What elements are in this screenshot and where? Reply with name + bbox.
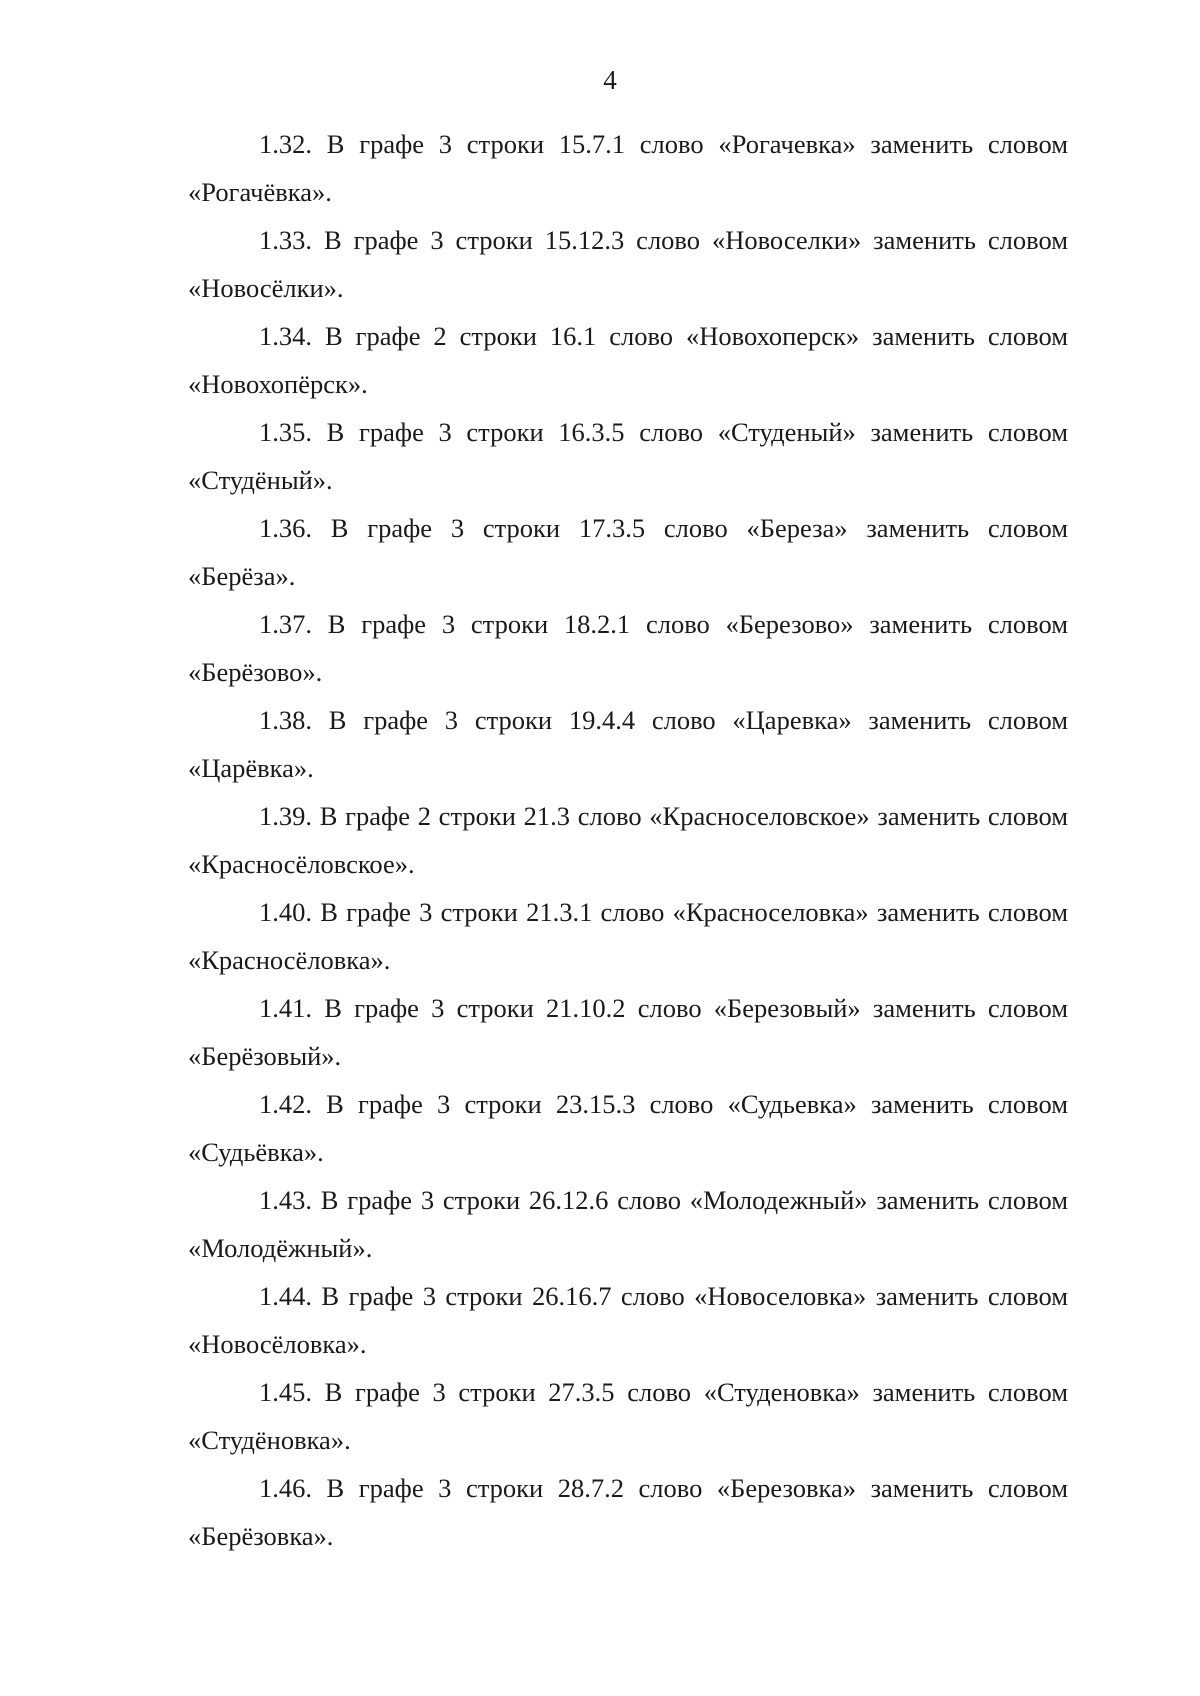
page-number: 4 [603, 65, 617, 95]
amendment-item-1-35: 1.35. В графе 3 строки 16.3.5 слово «Студеный» заменить словом «Студёный». [188, 417, 1068, 495]
amendment-item-1-43: 1.43. В графе 3 строки 26.12.6 слово «Молодежный» заменить словом «Молодёжный». [188, 1185, 1068, 1263]
amendment-item-1-32: 1.32. В графе 3 строки 15.7.1 слово «Рогачевка» заменить словом «Рогачёвка». [188, 129, 1068, 207]
amendment-item-1-38: 1.38. В графе 3 строки 19.4.4 слово «Царевка» заменить словом «Царёвка». [188, 705, 1068, 783]
amendment-item-1-36: 1.36. В графе 3 строки 17.3.5 слово «Береза» заменить словом «Берёза». [188, 513, 1068, 591]
amendment-item-1-45: 1.45. В графе 3 строки 27.3.5 слово «Студеновка» заменить словом «Студёновка». [188, 1377, 1068, 1455]
amendment-item-1-40: 1.40. В графе 3 строки 21.3.1 слово «Красноселовка» заменить словом «Красносёловка». [188, 897, 1068, 975]
amendment-item-1-37: 1.37. В графе 3 строки 18.2.1 слово «Березово» заменить словом «Берёзово». [188, 609, 1068, 687]
amendment-item-1-46: 1.46. В графе 3 строки 28.7.2 слово «Березовка» заменить словом «Берёзовка». [188, 1473, 1068, 1551]
amendment-item-1-34: 1.34. В графе 2 строки 16.1 слово «Новохоперск» заменить словом «Новохопёрск». [188, 321, 1068, 399]
amendment-item-1-44: 1.44. В графе 3 строки 26.16.7 слово «Новоселовка» заменить словом «Новосёловка». [188, 1281, 1068, 1359]
amendment-item-1-41: 1.41. В графе 3 строки 21.10.2 слово «Березовый» заменить словом «Берёзовый». [188, 993, 1068, 1071]
amendment-item-1-39: 1.39. В графе 2 строки 21.3 слово «Красноселовское» заменить словом «Красносёловское». [188, 801, 1068, 879]
amendment-item-1-42: 1.42. В графе 3 строки 23.15.3 слово «Судьевка» заменить словом «Судьёвка». [188, 1089, 1068, 1167]
document-body [188, 120, 1068, 1560]
amendment-item-1-33: 1.33. В графе 3 строки 15.12.3 слово «Новоселки» заменить словом «Новосёлки». [188, 225, 1068, 303]
